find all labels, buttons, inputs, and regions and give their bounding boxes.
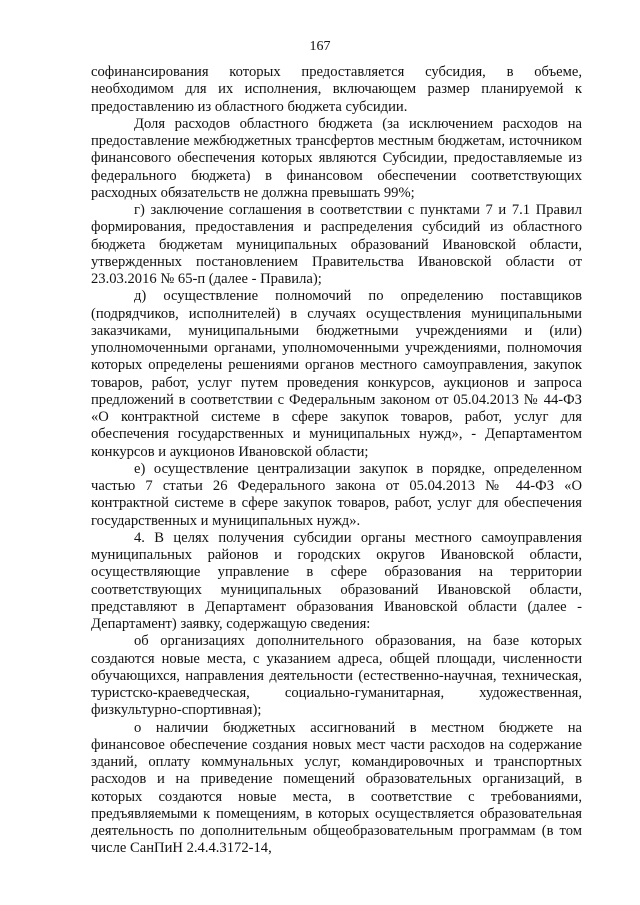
paragraph-item-e: е) осуществление централизации закупок в порядке, определенном частью 7 статьи 26 Федерального закона от 05.04.2013 № 44-ФЗ «О контрактной системе в сфере закупок товаров, работ, услуг для обеспечения государственных и муниципальных нужд». <box>91 460 582 529</box>
paragraph-budget-share: Доля расходов областного бюджета (за исключением расходов на предоставление межбюджетных трансфертов местным бюджетам, источником финансового обеспечения которых являются Субсидии, предоставляемые из федерального бюджета) в финансовом обеспечении соответствующих расходных обязательств не должна превышать 99%; <box>91 115 582 201</box>
paragraph-section-4: 4. В целях получения субсидии органы местного самоуправления муниципальных районов и городских округов Ивановской области, осуществляющие управление в сфере образования на территории соответствующих муниципальных образований Ивановской области, представляют в Департамент образования Ивановской области (далее - Департамент) заявку, содержащую сведения: <box>91 529 582 632</box>
paragraph-continuation: софинансирования которых предоставляется субсидия, в объеме, необходимом для их исполнения, включающем размер планируемой к предоставлению из областного бюджета субсидии. <box>91 64 582 115</box>
document-body <box>91 64 582 858</box>
page-number: 167 <box>309 39 331 54</box>
paragraph-item-d: д) осуществление полномочий по определению поставщиков (подрядчиков, исполнителей) в случаях осуществления муниципальными заказчиками, муниципальными бюджетными учреждениями и (или) уполномоченными органами, уполномоченными учреждениями, полномочия которых определены решениями органов местного самоуправления, закупок товаров, работ, услуг путем проведения конкурсов, аукционов и запроса предложений в соответствии с Федеральным законом от 05.04.2013 № 44-ФЗ «О контрактной системе в сфере закупок товаров, работ, услуг для обеспечения государственных и муниципальных нужд», - Департаментом конкурсов и аукционов Ивановской области; <box>91 288 582 460</box>
paragraph-organizations-info: об организациях дополнительного образования, на базе которых создаются новые места, с указанием адреса, общей площади, численности обучающихся, направления деятельности (естественно-научная, техническая, туристско-краеведческая, социально-гуманитарная, художественная, физкультурно-спортивная); <box>91 633 582 719</box>
paragraph-budget-allocations: о наличии бюджетных ассигнований в местном бюджете на финансовое обеспечение создания новых мест части расходов на содержание зданий, оплату коммунальных услуг, командировочных и транспортных расходов и на приведение помещений образовательных организаций, в которых создаются новые места, в соответствие с требованиями, предъявляемыми к помещениям, в которых осуществляется образовательная деятельность по дополнительным общеобразовательным программам (в том числе СанПиН 2.4.4.3172-14, <box>91 719 582 857</box>
paragraph-item-g: г) заключение соглашения в соответствии с пунктами 7 и 7.1 Правил формирования, предоставления и распределения субсидий из областного бюджета бюджетам муниципальных образований Ивановской области, утвержденных постановлением Правительства Ивановской области от 23.03.2016 № 65-п (далее - Правила); <box>91 202 582 287</box>
